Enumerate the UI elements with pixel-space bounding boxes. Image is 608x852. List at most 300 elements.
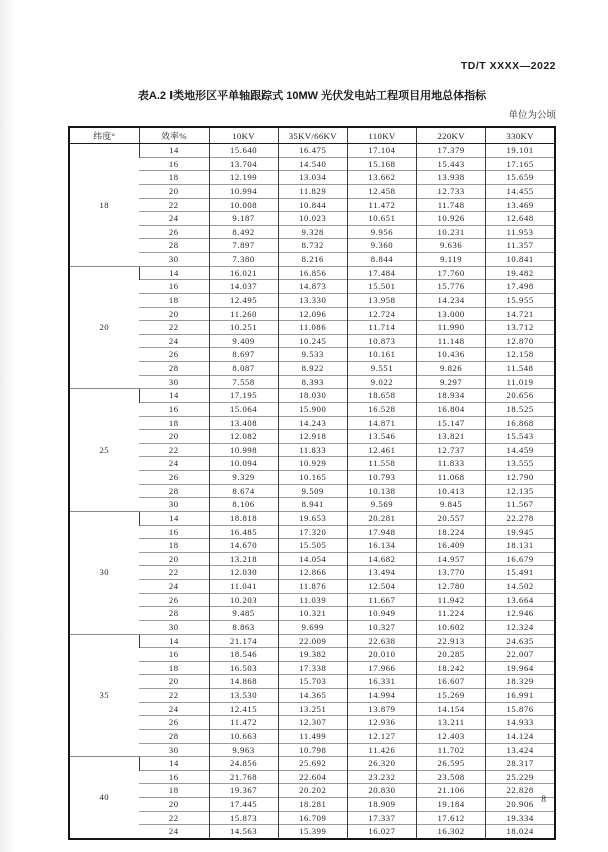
value-cell: 11.086 <box>278 321 347 335</box>
value-cell: 20.281 <box>347 511 416 525</box>
efficiency-cell: 20 <box>139 798 209 812</box>
efficiency-cell: 22 <box>139 811 209 825</box>
value-cell: 10.436 <box>417 348 486 362</box>
value-cell: 9.297 <box>417 375 486 389</box>
value-cell: 14.124 <box>486 729 555 743</box>
value-cell: 8.863 <box>209 620 278 634</box>
header-35kv-66kv: 35KV/66KV <box>278 127 347 144</box>
value-cell: 12.733 <box>417 184 486 198</box>
latitude-cell: 30 <box>69 511 139 634</box>
value-cell: 17.498 <box>486 280 555 294</box>
value-cell: 9.826 <box>417 362 486 376</box>
value-cell: 12.737 <box>417 443 486 457</box>
value-cell: 11.148 <box>417 334 486 348</box>
efficiency-cell: 30 <box>139 498 209 512</box>
value-cell: 13.469 <box>486 198 555 212</box>
header-110kv: 110KV <box>347 127 416 144</box>
value-cell: 14.037 <box>209 280 278 294</box>
scan-edge-shading <box>0 0 14 852</box>
value-cell: 8.697 <box>209 348 278 362</box>
land-use-indicator-table <box>68 126 556 840</box>
value-cell: 15.399 <box>278 825 347 839</box>
value-cell: 22.278 <box>486 511 555 525</box>
value-cell: 15.491 <box>486 566 555 580</box>
value-cell: 10.929 <box>278 457 347 471</box>
table-row <box>69 443 555 457</box>
value-cell: 20.202 <box>278 784 347 798</box>
table-header-row <box>69 127 555 144</box>
value-cell: 18.281 <box>278 798 347 812</box>
table-row <box>69 225 555 239</box>
table-row <box>69 607 555 621</box>
efficiency-cell: 28 <box>139 607 209 621</box>
table-row <box>69 144 555 158</box>
value-cell: 18.030 <box>278 389 347 403</box>
value-cell: 24.856 <box>209 757 278 771</box>
value-cell: 14.154 <box>417 702 486 716</box>
value-cell: 23.232 <box>347 770 416 784</box>
value-cell: 19.334 <box>486 811 555 825</box>
value-cell: 21.106 <box>417 784 486 798</box>
value-cell: 13.424 <box>486 743 555 757</box>
efficiency-cell: 20 <box>139 675 209 689</box>
efficiency-cell: 22 <box>139 321 209 335</box>
latitude-cell: 25 <box>69 389 139 512</box>
value-cell: 12.461 <box>347 443 416 457</box>
table-row <box>69 375 555 389</box>
value-cell: 9.022 <box>347 375 416 389</box>
table-row <box>69 471 555 485</box>
value-cell: 8.492 <box>209 225 278 239</box>
efficiency-cell: 20 <box>139 307 209 321</box>
header-latitude: 纬度° <box>69 127 139 144</box>
value-cell: 16.679 <box>486 552 555 566</box>
value-cell: 17.612 <box>417 811 486 825</box>
value-cell: 16.804 <box>417 402 486 416</box>
value-cell: 18.658 <box>347 389 416 403</box>
value-cell: 16.027 <box>347 825 416 839</box>
value-cell: 13.662 <box>347 171 416 185</box>
efficiency-cell: 14 <box>139 757 209 771</box>
table-row <box>69 825 555 839</box>
value-cell: 9.956 <box>347 225 416 239</box>
efficiency-cell: 30 <box>139 375 209 389</box>
value-cell: 17.165 <box>486 157 555 171</box>
value-cell: 11.748 <box>417 198 486 212</box>
value-cell: 9.569 <box>347 498 416 512</box>
table-row <box>69 293 555 307</box>
page-number: 8 <box>541 795 546 805</box>
value-cell: 11.068 <box>417 471 486 485</box>
value-cell: 14.459 <box>486 443 555 457</box>
table-row <box>69 171 555 185</box>
efficiency-cell: 22 <box>139 566 209 580</box>
value-cell: 9.551 <box>347 362 416 376</box>
value-cell: 14.563 <box>209 825 278 839</box>
value-cell: 17.484 <box>347 266 416 280</box>
value-cell: 10.844 <box>278 198 347 212</box>
table-row <box>69 348 555 362</box>
value-cell: 13.034 <box>278 171 347 185</box>
value-cell: 14.540 <box>278 157 347 171</box>
value-cell: 8.106 <box>209 498 278 512</box>
value-cell: 9.636 <box>417 239 486 253</box>
efficiency-cell: 16 <box>139 402 209 416</box>
value-cell: 10.251 <box>209 321 278 335</box>
efficiency-cell: 24 <box>139 334 209 348</box>
value-cell: 19.184 <box>417 798 486 812</box>
unit-note: 单位为公顷 <box>508 111 556 121</box>
value-cell: 12.199 <box>209 171 278 185</box>
table-row <box>69 253 555 267</box>
value-cell: 13.330 <box>278 293 347 307</box>
table-row <box>69 539 555 553</box>
value-cell: 21.768 <box>209 770 278 784</box>
value-cell: 16.134 <box>347 539 416 553</box>
value-cell: 15.955 <box>486 293 555 307</box>
value-cell: 11.876 <box>278 580 347 594</box>
table-row <box>69 198 555 212</box>
value-cell: 16.302 <box>417 825 486 839</box>
value-cell: 10.138 <box>347 484 416 498</box>
value-cell: 14.721 <box>486 307 555 321</box>
value-cell: 10.161 <box>347 348 416 362</box>
table-row <box>69 157 555 171</box>
value-cell: 15.064 <box>209 402 278 416</box>
value-cell: 10.094 <box>209 457 278 471</box>
efficiency-cell: 22 <box>139 198 209 212</box>
table-row <box>69 321 555 335</box>
table-row <box>69 457 555 471</box>
table-row <box>69 770 555 784</box>
efficiency-cell: 22 <box>139 689 209 703</box>
value-cell: 16.503 <box>209 661 278 675</box>
efficiency-cell: 14 <box>139 266 209 280</box>
value-cell: 10.793 <box>347 471 416 485</box>
value-cell: 11.829 <box>278 184 347 198</box>
table-row <box>69 280 555 294</box>
value-cell: 17.320 <box>278 525 347 539</box>
value-cell: 13.555 <box>486 457 555 471</box>
value-cell: 18.329 <box>486 675 555 689</box>
value-cell: 10.602 <box>417 620 486 634</box>
efficiency-cell: 24 <box>139 457 209 471</box>
value-cell: 12.127 <box>347 729 416 743</box>
value-cell: 10.008 <box>209 198 278 212</box>
value-cell: 12.648 <box>486 212 555 226</box>
efficiency-cell: 28 <box>139 362 209 376</box>
table-row <box>69 798 555 812</box>
value-cell: 9.963 <box>209 743 278 757</box>
value-cell: 12.495 <box>209 293 278 307</box>
value-cell: 14.682 <box>347 552 416 566</box>
value-cell: 11.833 <box>278 443 347 457</box>
value-cell: 12.790 <box>486 471 555 485</box>
value-cell: 18.909 <box>347 798 416 812</box>
efficiency-cell: 14 <box>139 389 209 403</box>
value-cell: 10.873 <box>347 334 416 348</box>
value-cell: 14.502 <box>486 580 555 594</box>
table-row <box>69 593 555 607</box>
table-row <box>69 498 555 512</box>
value-cell: 10.798 <box>278 743 347 757</box>
value-cell: 11.357 <box>486 239 555 253</box>
value-cell: 12.458 <box>347 184 416 198</box>
value-cell: 10.994 <box>209 184 278 198</box>
value-cell: 18.224 <box>417 525 486 539</box>
value-cell: 9.360 <box>347 239 416 253</box>
efficiency-cell: 22 <box>139 443 209 457</box>
table-row <box>69 402 555 416</box>
value-cell: 13.879 <box>347 702 416 716</box>
value-cell: 15.543 <box>486 430 555 444</box>
efficiency-cell: 14 <box>139 511 209 525</box>
value-cell: 15.501 <box>347 280 416 294</box>
value-cell: 10.841 <box>486 253 555 267</box>
value-cell: 19.964 <box>486 661 555 675</box>
value-cell: 19.945 <box>486 525 555 539</box>
table-row <box>69 634 555 648</box>
efficiency-cell: 30 <box>139 743 209 757</box>
value-cell: 12.135 <box>486 484 555 498</box>
value-cell: 26.595 <box>417 757 486 771</box>
value-cell: 13.546 <box>347 430 416 444</box>
value-cell: 9.845 <box>417 498 486 512</box>
table-row <box>69 362 555 376</box>
table-row <box>69 511 555 525</box>
value-cell: 13.494 <box>347 566 416 580</box>
value-cell: 13.770 <box>417 566 486 580</box>
value-cell: 11.702 <box>417 743 486 757</box>
value-cell: 10.663 <box>209 729 278 743</box>
efficiency-cell: 18 <box>139 416 209 430</box>
table-row <box>69 729 555 743</box>
efficiency-cell: 16 <box>139 770 209 784</box>
value-cell: 8.087 <box>209 362 278 376</box>
value-cell: 25.229 <box>486 770 555 784</box>
efficiency-cell: 28 <box>139 239 209 253</box>
value-cell: 17.338 <box>278 661 347 675</box>
value-cell: 11.953 <box>486 225 555 239</box>
value-cell: 18.131 <box>486 539 555 553</box>
value-cell: 17.966 <box>347 661 416 675</box>
efficiency-cell: 28 <box>139 729 209 743</box>
value-cell: 8.674 <box>209 484 278 498</box>
header-330kv: 330KV <box>486 127 555 144</box>
table-row <box>69 702 555 716</box>
table-row <box>69 620 555 634</box>
value-cell: 10.165 <box>278 471 347 485</box>
table-row <box>69 416 555 430</box>
efficiency-cell: 26 <box>139 471 209 485</box>
value-cell: 15.443 <box>417 157 486 171</box>
value-cell: 12.504 <box>347 580 416 594</box>
value-cell: 16.409 <box>417 539 486 553</box>
value-cell: 11.041 <box>209 580 278 594</box>
value-cell: 19.653 <box>278 511 347 525</box>
value-cell: 12.918 <box>278 430 347 444</box>
value-cell: 16.856 <box>278 266 347 280</box>
value-cell: 17.337 <box>347 811 416 825</box>
value-cell: 12.936 <box>347 716 416 730</box>
table-row <box>69 239 555 253</box>
value-cell: 19.367 <box>209 784 278 798</box>
value-cell: 11.548 <box>486 362 555 376</box>
value-cell: 14.670 <box>209 539 278 553</box>
value-cell: 16.485 <box>209 525 278 539</box>
value-cell: 21.174 <box>209 634 278 648</box>
value-cell: 12.082 <box>209 430 278 444</box>
value-cell: 10.231 <box>417 225 486 239</box>
value-cell: 16.528 <box>347 402 416 416</box>
value-cell: 10.327 <box>347 620 416 634</box>
table-row <box>69 784 555 798</box>
value-cell: 11.990 <box>417 321 486 335</box>
value-cell: 12.324 <box>486 620 555 634</box>
value-cell: 14.873 <box>278 280 347 294</box>
value-cell: 14.868 <box>209 675 278 689</box>
value-cell: 19.101 <box>486 144 555 158</box>
value-cell: 9.187 <box>209 212 278 226</box>
table-row <box>69 661 555 675</box>
value-cell: 22.913 <box>417 634 486 648</box>
value-cell: 11.567 <box>486 498 555 512</box>
efficiency-cell: 18 <box>139 539 209 553</box>
table-row <box>69 389 555 403</box>
value-cell: 16.607 <box>417 675 486 689</box>
value-cell: 17.948 <box>347 525 416 539</box>
table-row <box>69 334 555 348</box>
value-cell: 19.482 <box>486 266 555 280</box>
value-cell: 23.508 <box>417 770 486 784</box>
value-cell: 11.260 <box>209 307 278 321</box>
value-cell: 13.664 <box>486 593 555 607</box>
value-cell: 15.873 <box>209 811 278 825</box>
value-cell: 17.445 <box>209 798 278 812</box>
efficiency-cell: 14 <box>139 144 209 158</box>
efficiency-cell: 26 <box>139 225 209 239</box>
table-row <box>69 430 555 444</box>
table-row <box>69 266 555 280</box>
value-cell: 22.007 <box>486 648 555 662</box>
latitude-cell: 40 <box>69 757 139 839</box>
value-cell: 17.104 <box>347 144 416 158</box>
value-cell: 13.211 <box>417 716 486 730</box>
table-row <box>69 716 555 730</box>
value-cell: 15.168 <box>347 157 416 171</box>
value-cell: 11.714 <box>347 321 416 335</box>
table-row <box>69 184 555 198</box>
value-cell: 11.472 <box>209 716 278 730</box>
value-cell: 20.010 <box>347 648 416 662</box>
latitude-cell: 20 <box>69 266 139 389</box>
value-cell: 7.897 <box>209 239 278 253</box>
value-cell: 24.635 <box>486 634 555 648</box>
value-cell: 7.558 <box>209 375 278 389</box>
value-cell: 15.269 <box>417 689 486 703</box>
header-efficiency: 效率% <box>139 127 209 144</box>
efficiency-cell: 20 <box>139 184 209 198</box>
efficiency-cell: 20 <box>139 552 209 566</box>
value-cell: 20.285 <box>417 648 486 662</box>
value-cell: 13.530 <box>209 689 278 703</box>
value-cell: 10.023 <box>278 212 347 226</box>
value-cell: 11.224 <box>417 607 486 621</box>
efficiency-cell: 26 <box>139 716 209 730</box>
efficiency-cell: 16 <box>139 648 209 662</box>
table-row <box>69 552 555 566</box>
value-cell: 13.000 <box>417 307 486 321</box>
value-cell: 14.455 <box>486 184 555 198</box>
value-cell: 12.158 <box>486 348 555 362</box>
value-cell: 10.926 <box>417 212 486 226</box>
value-cell: 18.525 <box>486 402 555 416</box>
value-cell: 18.934 <box>417 389 486 403</box>
value-cell: 14.054 <box>278 552 347 566</box>
value-cell: 13.251 <box>278 702 347 716</box>
value-cell: 15.147 <box>417 416 486 430</box>
value-cell: 12.780 <box>417 580 486 594</box>
value-cell: 16.021 <box>209 266 278 280</box>
value-cell: 11.426 <box>347 743 416 757</box>
value-cell: 16.331 <box>347 675 416 689</box>
value-cell: 9.485 <box>209 607 278 621</box>
value-cell: 15.505 <box>278 539 347 553</box>
value-cell: 18.818 <box>209 511 278 525</box>
value-cell: 19.382 <box>278 648 347 662</box>
value-cell: 12.870 <box>486 334 555 348</box>
value-cell: 18.546 <box>209 648 278 662</box>
efficiency-cell: 16 <box>139 525 209 539</box>
value-cell: 11.558 <box>347 457 416 471</box>
efficiency-cell: 26 <box>139 593 209 607</box>
value-cell: 12.307 <box>278 716 347 730</box>
value-cell: 10.245 <box>278 334 347 348</box>
value-cell: 16.709 <box>278 811 347 825</box>
value-cell: 22.828 <box>486 784 555 798</box>
value-cell: 9.509 <box>278 484 347 498</box>
value-cell: 11.039 <box>278 593 347 607</box>
value-cell: 9.329 <box>209 471 278 485</box>
efficiency-cell: 18 <box>139 171 209 185</box>
value-cell: 9.533 <box>278 348 347 362</box>
efficiency-cell: 14 <box>139 634 209 648</box>
value-cell: 12.403 <box>417 729 486 743</box>
value-cell: 11.833 <box>417 457 486 471</box>
value-cell: 17.379 <box>417 144 486 158</box>
table-title: 表A.2 Ⅰ类地形区平单轴跟踪式 10MW 光伏发电站工程项目用地总体指标 <box>137 90 487 102</box>
table-row <box>69 743 555 757</box>
efficiency-cell: 24 <box>139 702 209 716</box>
value-cell: 11.942 <box>417 593 486 607</box>
efficiency-cell: 16 <box>139 157 209 171</box>
value-cell: 8.393 <box>278 375 347 389</box>
table-row <box>69 212 555 226</box>
value-cell: 14.234 <box>417 293 486 307</box>
efficiency-cell: 18 <box>139 293 209 307</box>
value-cell: 12.866 <box>278 566 347 580</box>
value-cell: 13.958 <box>347 293 416 307</box>
value-cell: 16.991 <box>486 689 555 703</box>
value-cell: 22.009 <box>278 634 347 648</box>
value-cell: 9.328 <box>278 225 347 239</box>
value-cell: 15.776 <box>417 280 486 294</box>
value-cell: 14.243 <box>278 416 347 430</box>
latitude-cell: 35 <box>69 634 139 757</box>
value-cell: 20.656 <box>486 389 555 403</box>
header-10kv: 10KV <box>209 127 278 144</box>
value-cell: 11.019 <box>486 375 555 389</box>
